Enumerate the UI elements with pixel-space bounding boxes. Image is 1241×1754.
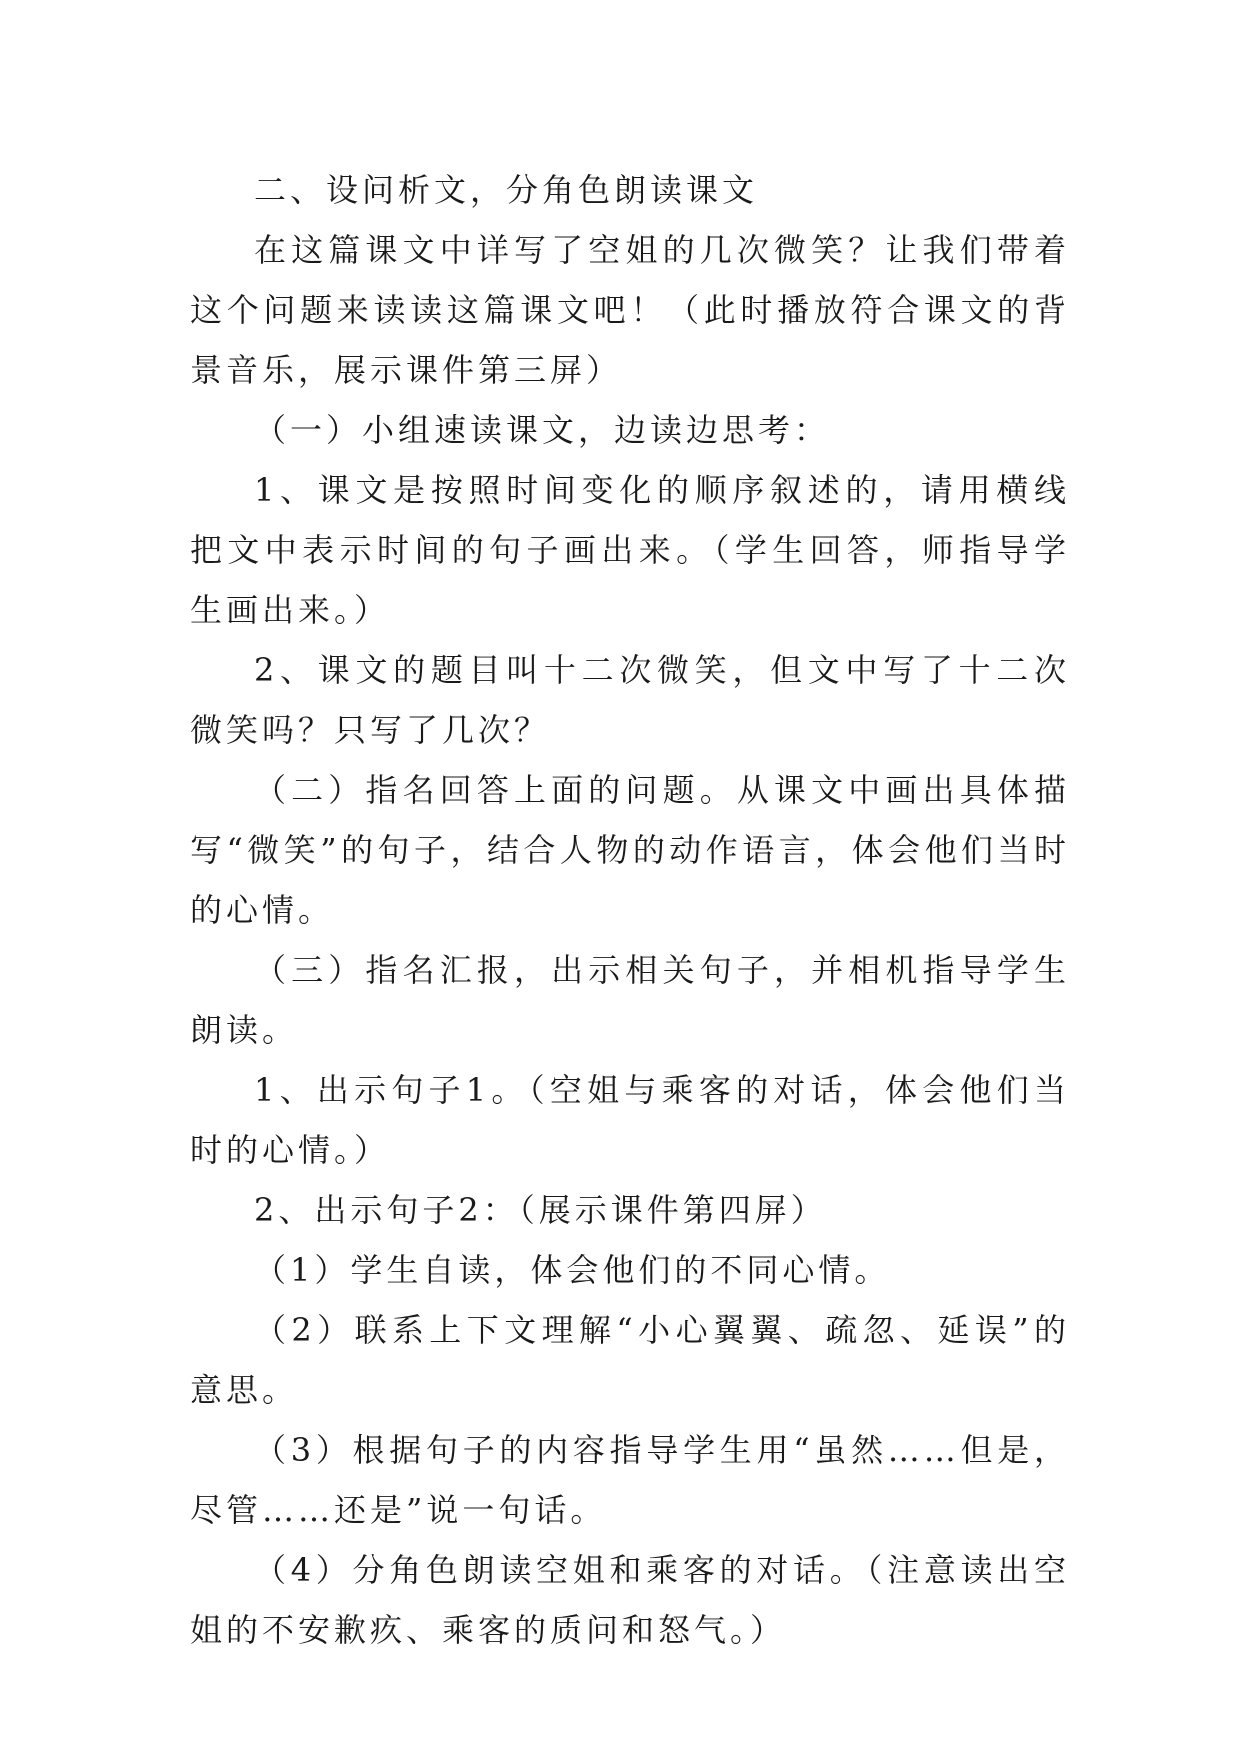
paragraph-step-1: （一）小组速读课文，边读边思考：	[254, 411, 831, 449]
document-body	[190, 160, 1070, 1660]
paragraph-step-2: （二）指名回答上面的问题。从课文中画出具体描写“微笑”的句子，结合人物的动作语言，体会他们当时的心情。	[190, 771, 1070, 929]
paragraph-step-3: （三）指名汇报，出示相关句子，并相机指导学生朗读。	[190, 951, 1070, 1049]
paragraph-subitem-3: （3）根据句子的内容指导学生用“虽然……但是，尽管……还是”说一句话。	[190, 1431, 1070, 1529]
section-heading: 二、设问析文，分角色朗读课文	[254, 171, 759, 209]
paragraph-subitem-2: （2）联系上下文理解“小心翼翼、疏忽、延误”的意思。	[190, 1311, 1070, 1409]
paragraph-intro: 在这篇课文中详写了空姐的几次微笑？让我们带着这个问题来读读这篇课文吧！（此时播放符合课文的背景音乐，展示课件第三屏）	[190, 231, 1070, 389]
paragraph-subitem-1: （1）学生自读，体会他们的不同心情。	[254, 1251, 891, 1289]
paragraph-sentence-1: 1、出示句子1。（空姐与乘客的对话，体会他们当时的心情。）	[190, 1071, 1070, 1169]
paragraph-subitem-4: （4）分角色朗读空姐和乘客的对话。（注意读出空姐的不安歉疚、乘客的质问和怒气。）	[190, 1551, 1070, 1649]
paragraph-sentence-2: 2、出示句子2：（展示课件第四屏）	[254, 1191, 827, 1229]
paragraph-item-1: 1、课文是按照时间变化的顺序叙述的，请用横线把文中表示时间的句子画出来。（学生回答，师指导学生画出来。）	[190, 471, 1070, 629]
paragraph-item-2: 2、课文的题目叫十二次微笑，但文中写了十二次微笑吗？只写了几次？	[190, 651, 1070, 749]
